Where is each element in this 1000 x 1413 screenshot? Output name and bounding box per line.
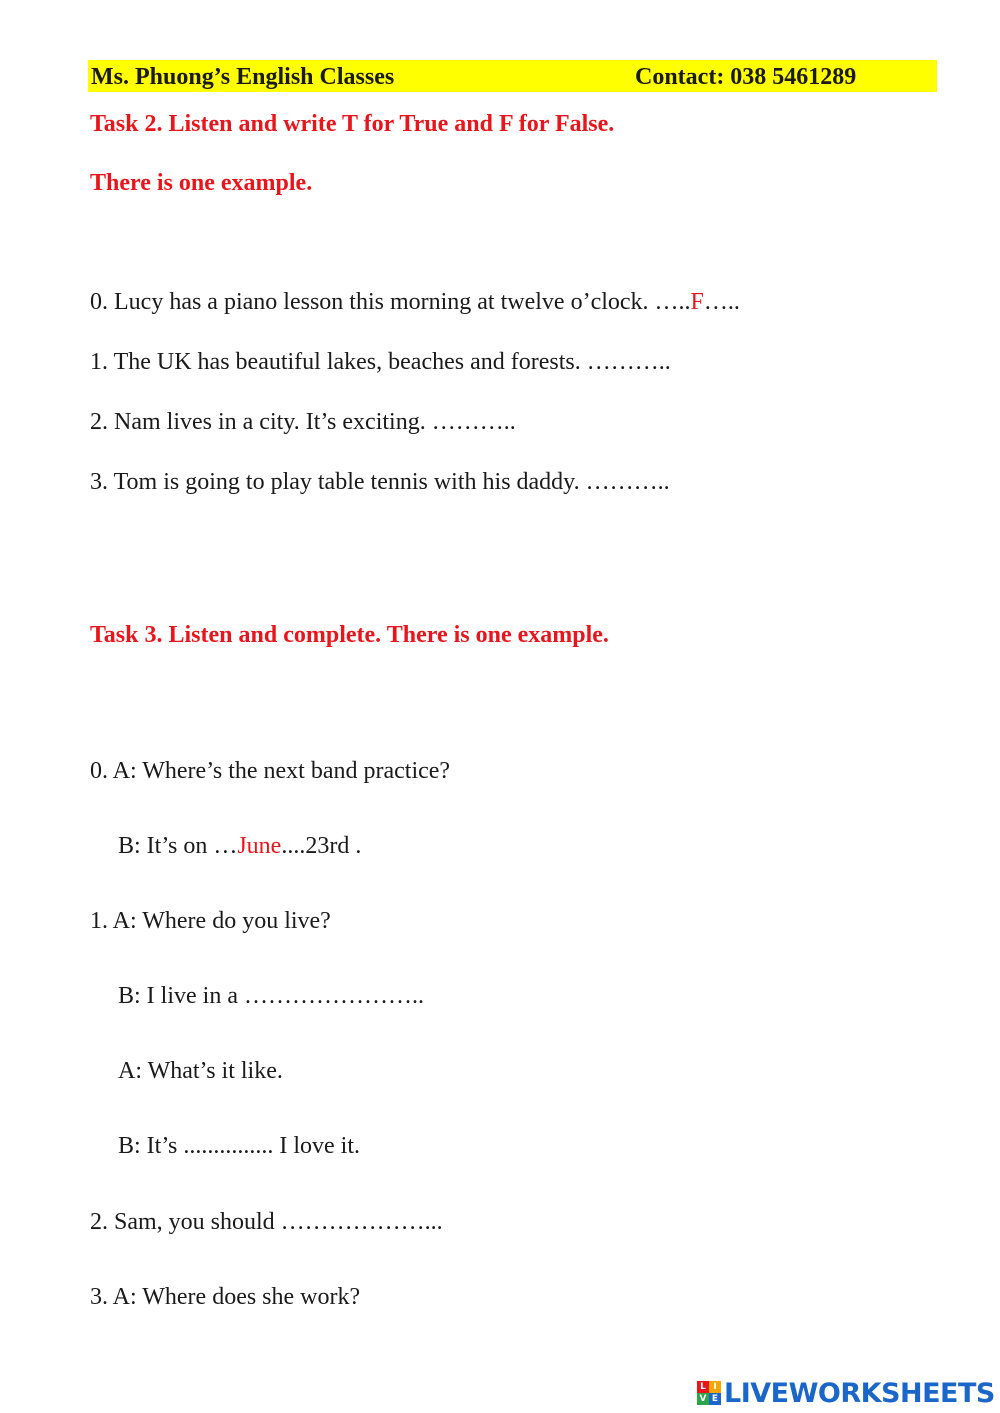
task3-line-1 bbox=[118, 831, 361, 861]
liveworksheets-logo[interactable] bbox=[697, 1378, 995, 1408]
task3-line-6: 2. Sam, you should ………………... bbox=[90, 1209, 443, 1235]
header-contact: Contact: 038 5461289 bbox=[635, 64, 857, 90]
task3-line-3: B: I live in a ………………….. bbox=[118, 983, 424, 1009]
logo-icon-letter-v: V bbox=[697, 1393, 709, 1405]
task3-line-2: 1. A: Where do you live? bbox=[90, 908, 331, 934]
task2-subtitle: There is one example. bbox=[90, 170, 313, 196]
task3-line-7: 3. A: Where does she work? bbox=[90, 1284, 361, 1310]
logo-icon-letter-l: L bbox=[697, 1381, 709, 1393]
task2-item-0-answer: F bbox=[690, 289, 704, 315]
task2-title: Task 2. Listen and write T for True and F for False. bbox=[90, 111, 615, 137]
task3-line-4: A: What’s it like. bbox=[118, 1058, 283, 1084]
task2-item-1: 1. The UK has beautiful lakes, beaches and forests. ……….. bbox=[90, 349, 671, 375]
task3-line-1-after: ....23rd . bbox=[281, 833, 362, 859]
task2-item-3: 3. Tom is going to play table tennis with his daddy. ……….. bbox=[90, 469, 670, 495]
task2-item-0-after: ….. bbox=[703, 289, 740, 315]
task3-line-0: 0. A: Where’s the next band practice? bbox=[90, 758, 451, 784]
task3-line-1-before: B: It’s on … bbox=[118, 833, 238, 859]
liveworksheets-logo-icon bbox=[697, 1381, 721, 1405]
liveworksheets-logo-text: LIVEWORKSHEETS bbox=[724, 1377, 995, 1409]
task3-line-1-answer: June bbox=[237, 833, 282, 859]
task2-item-0 bbox=[90, 287, 740, 317]
task2-item-0-text: 0. Lucy has a piano lesson this morning at twelve o’clock. ….. bbox=[90, 289, 691, 315]
task3-line-5: B: It’s ............... I love it. bbox=[118, 1133, 360, 1159]
header-school-name: Ms. Phuong’s English Classes bbox=[91, 64, 395, 90]
task2-item-2: 2. Nam lives in a city. It’s exciting. ……….. bbox=[90, 409, 516, 435]
logo-icon-letter-e: E bbox=[709, 1393, 721, 1405]
logo-icon-letter-i: I bbox=[709, 1381, 721, 1393]
task3-title: Task 3. Listen and complete. There is one example. bbox=[90, 622, 609, 648]
